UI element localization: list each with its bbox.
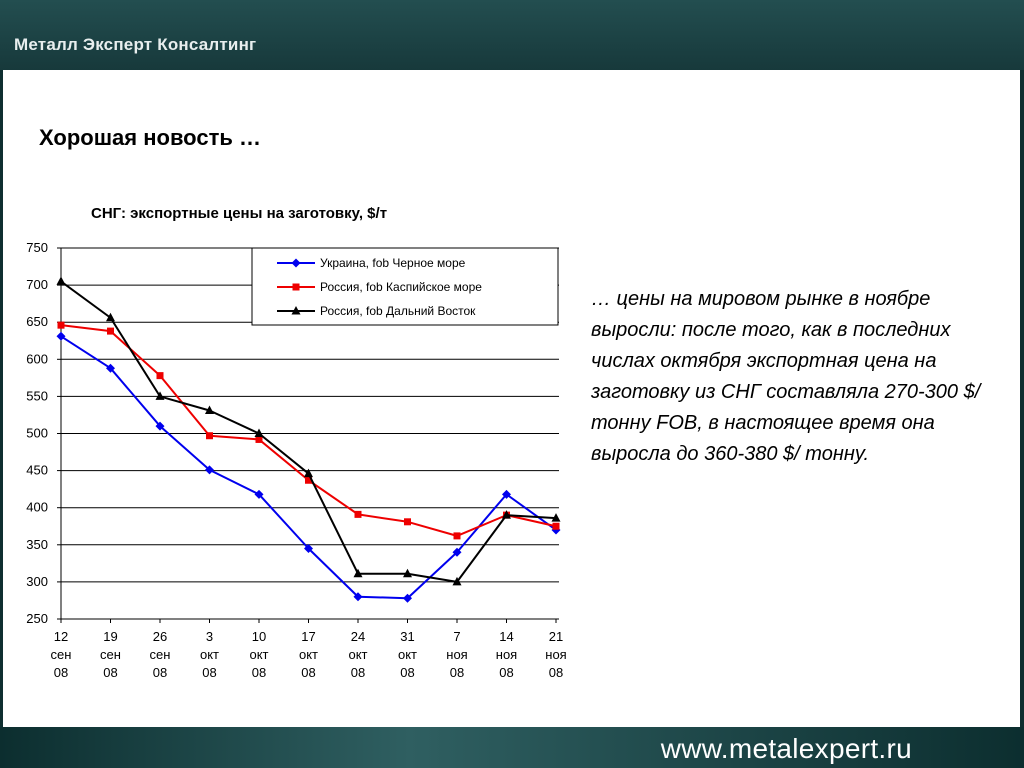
x-tick-label: 24 (350, 629, 366, 644)
y-tick-label: 600 (26, 351, 48, 367)
x-tick-label: окт (298, 647, 319, 662)
series-line-1 (61, 336, 556, 598)
header-bar (0, 0, 1024, 70)
x-tick-label: 21 (548, 629, 564, 644)
y-tick-label: 750 (26, 240, 48, 255)
data-point-2 (206, 432, 213, 439)
x-tick-label: 26 (152, 629, 168, 644)
footer-bar (0, 727, 1024, 768)
data-point-2 (404, 518, 411, 525)
x-tick-label: сен (50, 647, 72, 662)
y-tick-label: 650 (26, 314, 48, 330)
y-tick-label: 250 (26, 611, 48, 626)
x-tick-label: 08 (400, 665, 415, 680)
footer-url: www.metalexpert.ru (660, 733, 912, 764)
x-tick-label: 08 (350, 665, 366, 680)
x-tick-label: 08 (301, 665, 316, 680)
page-title: Хорошая новость … (39, 125, 261, 150)
x-tick-label: 14 (499, 629, 514, 644)
x-tick-label: окт (348, 647, 368, 662)
legend-label: Россия, fob Дальний Восток (320, 304, 476, 318)
x-tick-label: 08 (152, 665, 168, 680)
data-point-2 (107, 328, 114, 335)
x-tick-label: сен (100, 647, 121, 662)
x-tick-label: 08 (103, 665, 118, 680)
slide-content (3, 70, 1020, 727)
legend-label: Украина, fob Черное море (320, 256, 466, 270)
x-tick-label: окт (397, 647, 418, 662)
brand-title: Металл Эксперт Консалтинг (14, 35, 257, 54)
x-tick-label: 08 (548, 665, 564, 680)
legend-label: Россия, fob Каспийское море (320, 280, 482, 294)
x-tick-label: 3 (205, 629, 214, 644)
series-line-3 (61, 281, 556, 582)
x-tick-label: 17 (301, 629, 316, 644)
y-tick-label: 300 (26, 573, 48, 589)
x-tick-label: 12 (53, 629, 69, 644)
data-point-2 (157, 372, 164, 379)
x-tick-label: 19 (103, 629, 118, 644)
data-point-2 (454, 532, 461, 539)
data-point-2 (553, 523, 560, 530)
chart-title: СНГ: экспортные цены на заготовку, $/т (91, 205, 388, 222)
legend-marker (293, 284, 300, 291)
x-tick-label: 31 (400, 629, 415, 644)
x-tick-label: 10 (251, 629, 267, 644)
y-tick-label: 700 (26, 277, 48, 293)
y-tick-label: 550 (26, 388, 48, 404)
y-tick-label: 350 (26, 536, 48, 552)
y-tick-label: 450 (26, 462, 48, 478)
data-point-2 (58, 322, 65, 329)
x-tick-label: 08 (499, 665, 514, 680)
x-tick-label: 08 (53, 665, 69, 680)
data-point-3 (106, 313, 115, 322)
x-tick-label: окт (249, 647, 269, 662)
x-tick-label: ноя (495, 647, 518, 662)
x-tick-label: 7 (453, 629, 461, 644)
x-tick-label: ноя (545, 647, 567, 662)
x-tick-label: 08 (251, 665, 267, 680)
x-tick-label: 08 (449, 665, 465, 680)
data-point-2 (355, 511, 362, 518)
x-tick-label: сен (149, 647, 171, 662)
y-tick-label: 400 (26, 499, 48, 515)
data-point-3 (57, 276, 66, 285)
x-tick-label: окт (199, 647, 220, 662)
x-tick-label: ноя (446, 647, 468, 662)
commentary-text: … цены на мировом рынке в ноябре выросли: после того, как в последних числах октября экспортная цена на заготовку из СНГ составляла 270-300 $/тонну FOB, в настоящее время она выросла до 360-380 $/ тонну. (591, 288, 981, 465)
y-tick-label: 500 (26, 425, 48, 441)
x-tick-label: 08 (202, 665, 217, 680)
